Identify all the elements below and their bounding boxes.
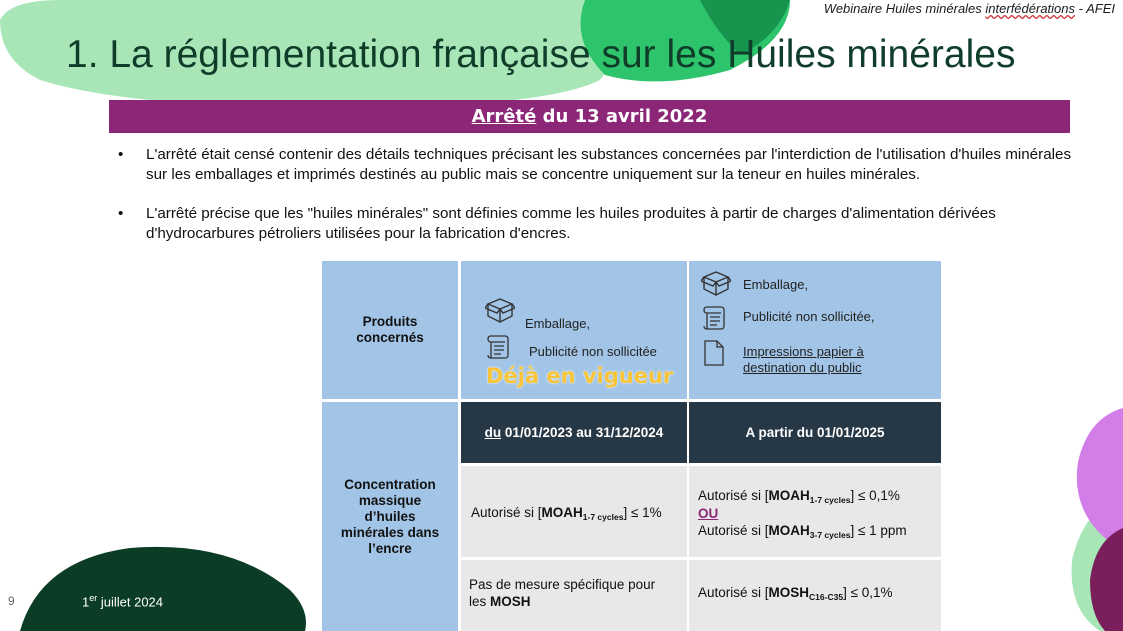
products-cell-phase2 [689,261,941,399]
emballage-label: Emballage, [743,277,809,292]
moah-p2b-sub: 3-7 cycles [809,530,851,540]
right-violet-blob [1077,408,1123,548]
date-rest: juillet 2024 [97,594,164,610]
mosh-p2-chem: MOSH [768,585,810,600]
moah-p2b-chem: MOAH [768,523,810,538]
mosh-p2-sub: C16-C35 [809,592,844,602]
impressions-line2: destination du public [743,360,862,375]
box-icon [701,269,731,297]
header-note-prefix: Webinaire Huiles minérales [823,1,986,16]
moah-phase2-cell [689,466,941,557]
header-note-interfederations: interfédérations [985,1,1076,16]
period-header-1 [461,402,687,463]
bullet-item: • L'arrêté précise que les "huiles minérales" sont définies comme les huiles produites à partir de charges d'alimentation dérivées d'hydrocarbures pétroliers utilisées pour la fabrication d'encres. [118,204,1078,244]
period1-du: du [484,425,502,440]
moah-phase2-text-a [698,487,900,509]
moah-p2a-post: ] ≤ 0,1% [850,488,900,503]
slide-number: 9 [8,594,15,608]
moah-p1-pre: Autorisé si [ [471,505,542,520]
period1-dates: 01/01/2023 au 31/12/2024 [501,425,664,440]
date-ordinal: er [89,593,98,603]
bullet-list [118,145,1078,263]
mosh-phase2-text [698,584,893,606]
box-icon [485,296,515,324]
banner-arrete: Arrêté [471,106,537,127]
bullet-item: • L'arrêté était censé contenir des détails techniques précisant les substances concernées par l'interdiction de l'utilisation d'huiles minérales sur les emballages et imprimés destinés au public mais se concentre uniquement sur la teneur en huiles minérales. [118,145,1078,185]
moah-p2a-sub: 1-7 cycles [809,495,851,505]
row-label-produits [322,261,458,399]
products-cell-phase1 [461,261,687,399]
impressions-line1: Impressions papier à [743,344,864,359]
mosh-p1-chem: MOSH [490,594,531,609]
mosh-p2-pre: Autorisé si [ [698,585,769,600]
publicite-label: Publicité non sollicitée, [743,309,875,324]
decree-banner [109,100,1070,133]
concentration-label: Concentration massique d’huiles minérales dans l’encre [340,476,440,556]
ou-separator: OU [698,506,719,521]
moah-p1-post: ] ≤ 1% [623,505,662,520]
footer-date [82,593,163,609]
mosh-p2-post: ] ≤ 0,1% [843,585,893,600]
scroll-icon [701,304,727,332]
webinar-header-note [824,1,1115,16]
mosh-phase1-cell [461,560,687,631]
moah-phase1-text [471,504,662,526]
page-title: 1. La réglementation française sur les Huiles minérales [66,33,1016,76]
period-header-2 [689,402,941,463]
moah-p2a-chem: MOAH [768,488,810,503]
mosh-phase1-line2 [469,593,531,610]
publicite-label: Publicité non sollicitée [529,344,657,359]
banner-date: du 13 avril 2022 [536,106,708,127]
moah-phase1-cell [461,466,687,557]
moah-p2b-post: ] ≤ 1 ppm [850,523,907,538]
moah-phase2-text-b [698,522,907,544]
mosh-phase1-line1: Pas de mesure spécifique pour [469,577,656,592]
scroll-icon [485,333,511,361]
mosh-phase2-cell [689,560,941,631]
mosh-p1-pre: les [469,594,491,609]
header-note-suffix: - AFEI [1075,1,1115,16]
moah-p2a-pre: Autorisé si [ [698,488,769,503]
date-day: 1 [82,594,90,610]
bottom-left-dark-blob [20,547,306,631]
emballage-label: Emballage, [525,316,591,331]
moah-p1-sub: 1-7 cycles [582,512,624,522]
moah-p2b-pre: Autorisé si [ [698,523,769,538]
period2-dates: A partir du 01/01/2025 [745,425,885,440]
moah-p1-chem: MOAH [541,505,583,520]
deja-en-vigueur-stamp: Déjà en vigueur [486,364,674,388]
produits-concernes-label: Produits concernés [356,314,424,345]
row-label-concentration [322,402,458,631]
regulation-table [322,261,941,631]
document-icon [703,340,725,366]
